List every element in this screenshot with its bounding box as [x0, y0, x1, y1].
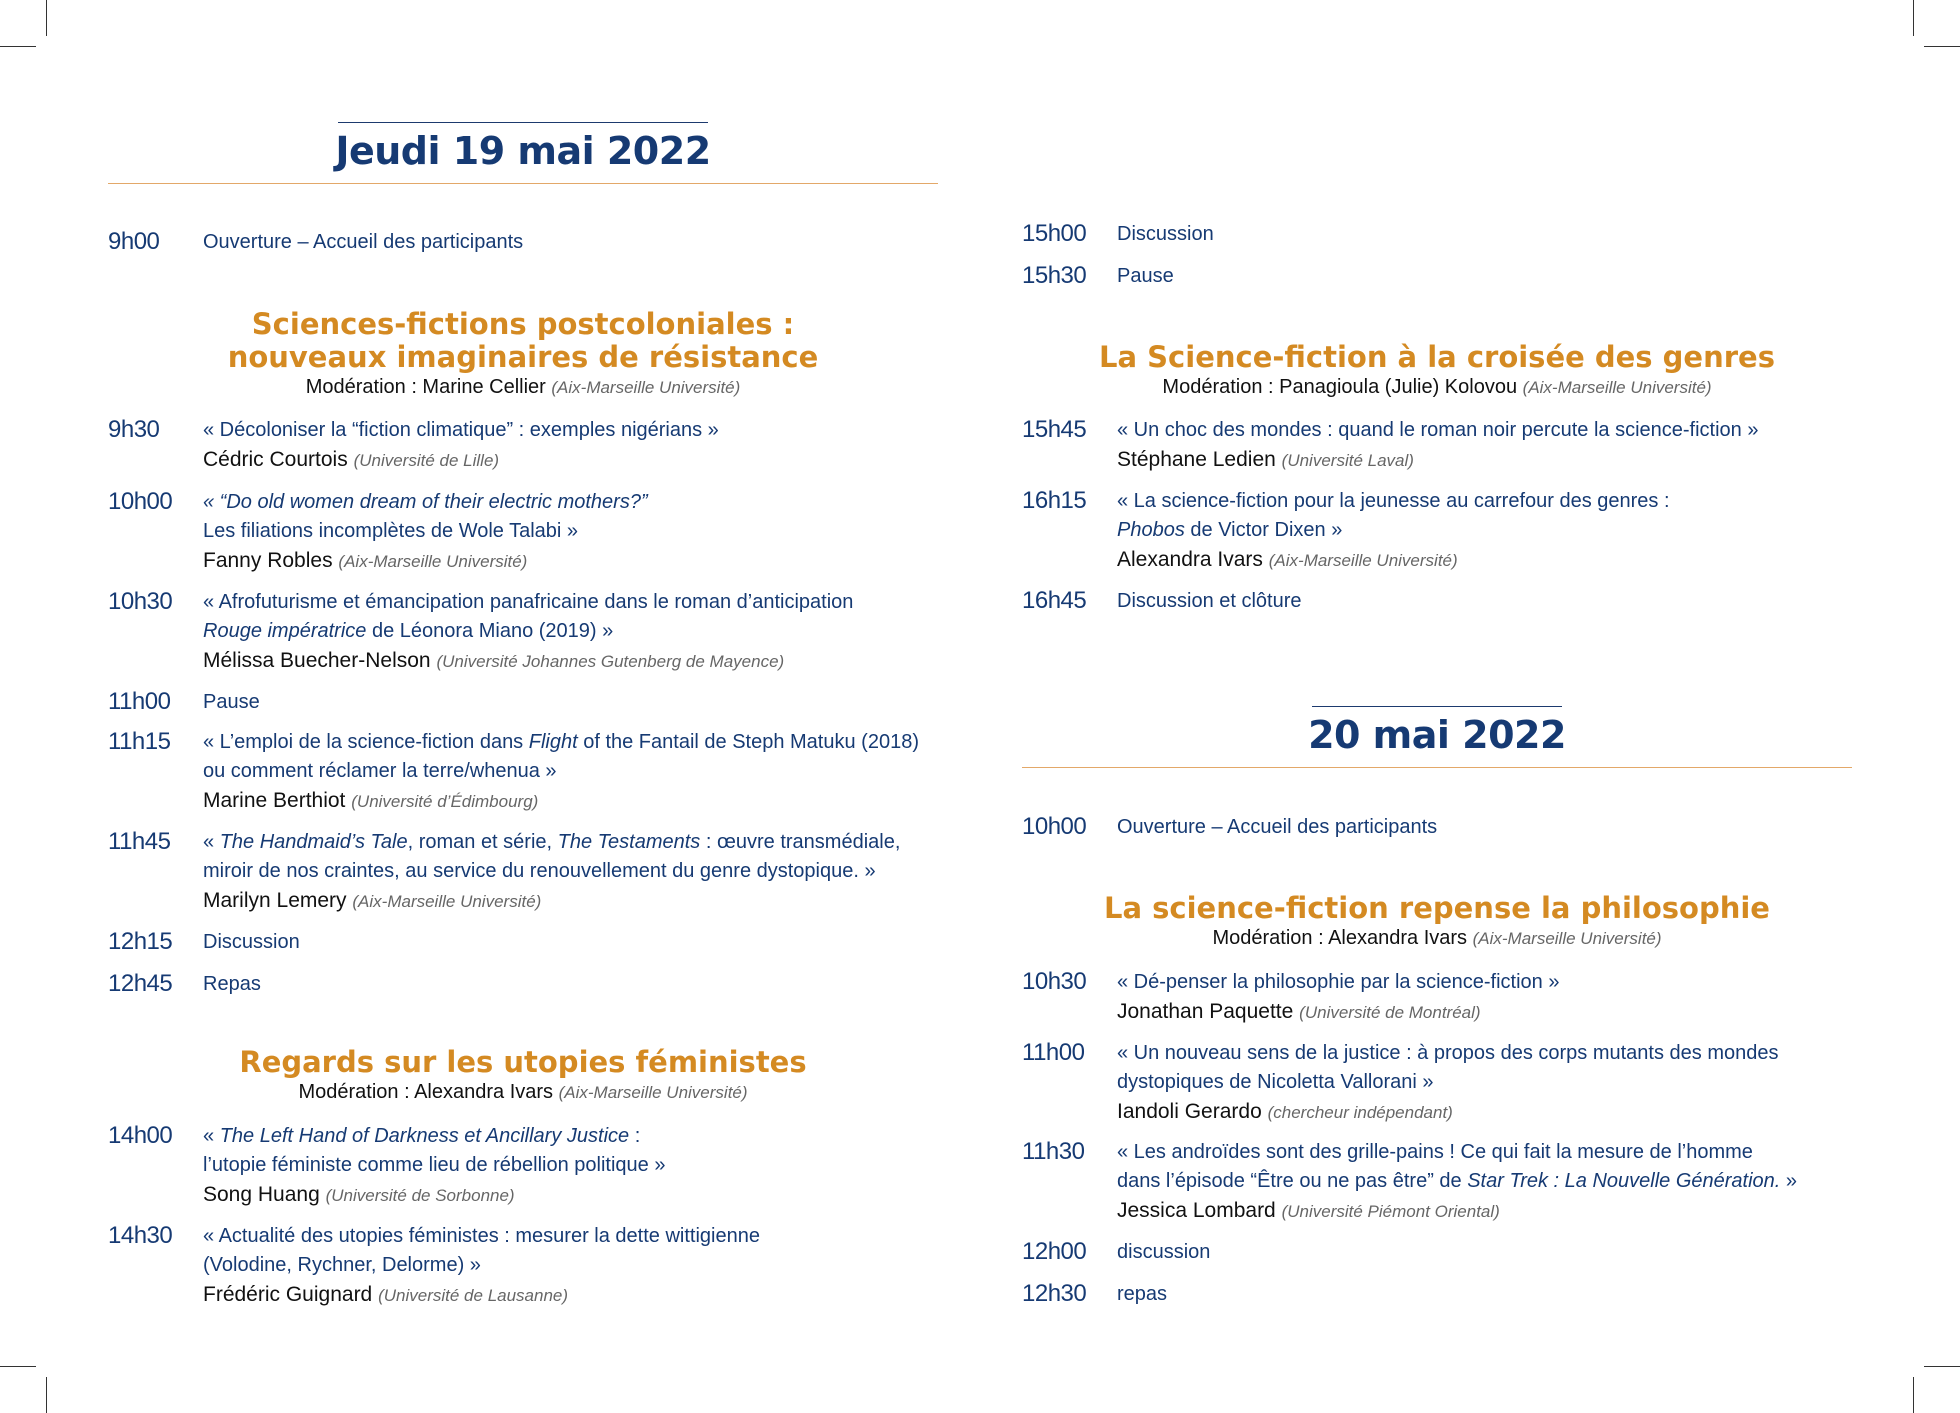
time: 16h45 — [1022, 587, 1087, 614]
divider — [1022, 767, 1852, 768]
crop-mark — [1924, 46, 1960, 47]
crop-mark — [0, 46, 36, 47]
session-title-block — [108, 1046, 938, 1104]
time: 15h30 — [1022, 262, 1087, 289]
speaker: Jonathan Paquette (Université de Montréal) — [1117, 1000, 1481, 1023]
time: 9h30 — [108, 416, 160, 443]
talk-title: « Les androïdes sont des grille-pains ! Ce qui fait la mesure de l’homme — [1117, 1141, 1753, 1163]
item-text: Discussion et clôture — [1117, 590, 1302, 612]
time: 10h00 — [108, 488, 173, 515]
talk-title: « “Do old women dream of their electric mothers?” — [203, 491, 648, 513]
item-text: discussion — [1117, 1241, 1211, 1263]
time: 11h00 — [1022, 1039, 1085, 1066]
moderation: Modération : Alexandra Ivars (Aix-Marseille Université) — [1212, 927, 1662, 949]
speaker: Mélissa Buecher-Nelson (Université Johannes Gutenberg de Mayence) — [203, 649, 785, 672]
time: 11h45 — [108, 828, 171, 855]
crop-mark — [1913, 0, 1914, 36]
speaker: Iandoli Gerardo (chercheur indépendant) — [1117, 1100, 1453, 1123]
speaker: Fanny Robles (Aix-Marseille Université) — [203, 549, 528, 572]
moderation: Modération : Alexandra Ivars (Aix-Marseille Université) — [298, 1081, 748, 1103]
talk-title: « Un nouveau sens de la justice : à propos des corps mutants des mondes — [1117, 1042, 1779, 1064]
time: 11h15 — [108, 728, 171, 755]
talk-title-line2: miroir de nos craintes, au service du renouvellement du genre dystopique. » — [203, 860, 876, 882]
time: 12h45 — [108, 970, 173, 997]
talk-title: « Afrofuturisme et émancipation panafricaine dans le roman d’anticipation — [203, 591, 854, 613]
moderation: Modération : Marine Cellier (Aix-Marseille Université) — [305, 376, 741, 398]
divider — [1312, 706, 1562, 707]
speaker: Marine Berthiot (Université d’Édimbourg) — [203, 789, 539, 812]
speaker: Alexandra Ivars (Aix-Marseille Université) — [1117, 548, 1458, 571]
talk-title-line2: Les filiations incomplètes de Wole Talabi » — [203, 520, 579, 542]
speaker: Stéphane Ledien (Université Laval) — [1117, 448, 1414, 471]
time: 15h45 — [1022, 416, 1087, 443]
item-text: Discussion — [1117, 223, 1214, 245]
moderation: Modération : Panagioula (Julie) Kolovou (Aix-Marseille Université) — [1162, 376, 1712, 398]
crop-mark — [46, 0, 47, 36]
time: 10h30 — [1022, 968, 1087, 995]
day1-title: Jeudi 19 mai 2022 — [335, 129, 711, 173]
session-title: Regards sur les utopies féministes — [239, 1045, 807, 1079]
session-title-block — [1022, 341, 1852, 399]
day2-title: 20 mai 2022 — [1308, 713, 1566, 757]
talk-title-line2: l’utopie féministe comme lieu de rébellion politique » — [203, 1154, 666, 1176]
talk-title: « The Handmaid’s Tale, roman et série, The Testaments : œuvre transmédiale, — [203, 831, 901, 853]
item-text: Discussion — [203, 931, 300, 953]
talk-title-line2: dans l’épisode “Être ou ne pas être” de Star Trek : La Nouvelle Génération. » — [1117, 1170, 1798, 1192]
talk-title-line2: Phobos de Victor Dixen » — [1117, 519, 1343, 541]
crop-mark — [0, 1366, 36, 1367]
time: 10h30 — [108, 588, 173, 615]
talk-title-line2: dystopiques de Nicoletta Vallorani » — [1117, 1071, 1434, 1093]
day1-header — [108, 122, 938, 184]
crop-mark — [46, 1377, 47, 1413]
item-text: Ouverture – Accueil des participants — [1117, 816, 1438, 838]
talk-title: « Dé-penser la philosophie par la science-fiction » — [1117, 971, 1560, 993]
speaker: Frédéric Guignard (Université de Lausanne) — [203, 1283, 569, 1306]
item-text: Ouverture – Accueil des participants — [203, 231, 524, 253]
item-text: Pause — [203, 691, 260, 713]
time: 12h30 — [1022, 1280, 1087, 1307]
talk-title: « Actualité des utopies féministes : mesurer la dette wittigienne — [203, 1225, 760, 1247]
talk-title-line2: Rouge impératrice de Léonora Miano (2019) » — [203, 620, 614, 642]
divider — [338, 122, 708, 123]
time: 12h15 — [108, 928, 173, 955]
time: 11h30 — [1022, 1138, 1085, 1165]
speaker: Cédric Courtois (Université de Lille) — [203, 448, 500, 471]
item-text: repas — [1117, 1283, 1168, 1305]
talk-title: « The Left Hand of Darkness et Ancillary Justice : — [203, 1125, 641, 1147]
crop-mark — [1913, 1377, 1914, 1413]
crop-mark — [1924, 1366, 1960, 1367]
day2-header — [1022, 706, 1852, 768]
session-title-block — [108, 308, 938, 399]
session-title: La Science-fiction à la croisée des genres — [1099, 340, 1775, 374]
time: 16h15 — [1022, 487, 1087, 514]
talk-title: « Un choc des mondes : quand le roman noir percute la science-fiction » — [1117, 419, 1759, 441]
time: 14h00 — [108, 1122, 173, 1149]
time: 12h00 — [1022, 1238, 1087, 1265]
time: 10h00 — [1022, 813, 1087, 840]
speaker: Marilyn Lemery (Aix-Marseille Université) — [203, 889, 542, 912]
time: 9h00 — [108, 228, 160, 255]
time: 15h00 — [1022, 220, 1087, 247]
talk-title: « L’emploi de la science-fiction dans Flight of the Fantail de Steph Matuku (2018) — [203, 731, 919, 753]
item-text: Repas — [203, 973, 261, 995]
talk-title-line2: (Volodine, Rychner, Delorme) » — [203, 1254, 481, 1276]
session-title: Sciences-fictions postcoloniales : nouveaux imaginaires de résistance — [227, 307, 819, 374]
speaker: Jessica Lombard (Université Piémont Oriental) — [1117, 1199, 1500, 1222]
talk-title: « Décoloniser la “fiction climatique” : exemples nigérians » — [203, 419, 719, 441]
talk-title: « La science-fiction pour la jeunesse au carrefour des genres : — [1117, 490, 1670, 512]
session-title: La science-fiction repense la philosophie — [1104, 891, 1770, 925]
time: 11h00 — [108, 688, 171, 715]
talk-title-line2: ou comment réclamer la terre/whenua » — [203, 760, 557, 782]
session-title-block — [1022, 892, 1852, 950]
divider — [108, 183, 938, 184]
item-text: Pause — [1117, 265, 1174, 287]
speaker: Song Huang (Université de Sorbonne) — [203, 1183, 515, 1206]
time: 14h30 — [108, 1222, 173, 1249]
